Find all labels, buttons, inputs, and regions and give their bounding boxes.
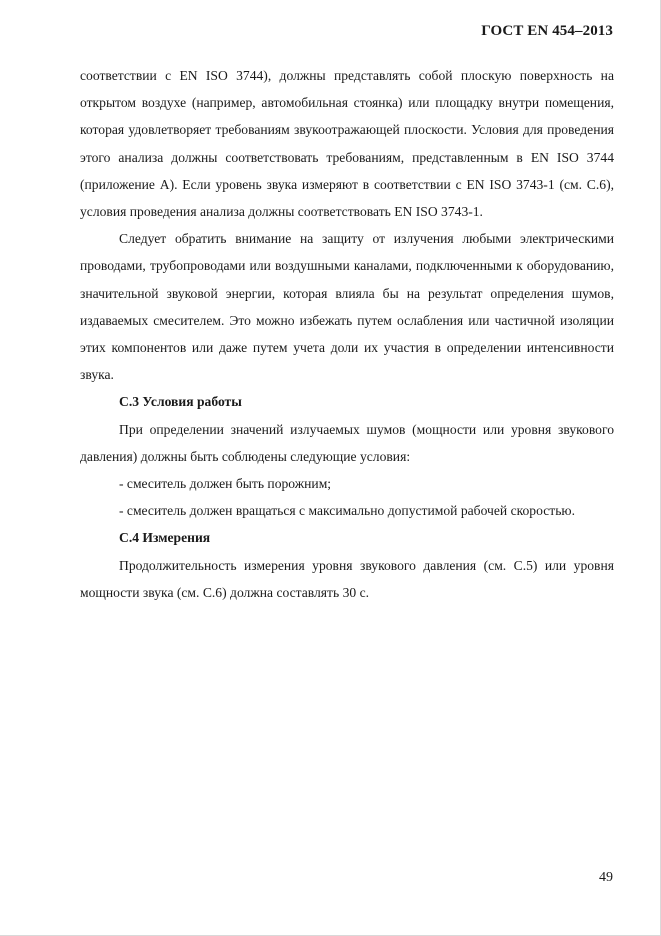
- document-body: [80, 62, 614, 606]
- section-heading-c3: C.3 Условия работы: [119, 394, 242, 410]
- paragraph-measurement-duration: Продолжительность измерения уровня звукового давления (см. C.5) или уровня мощности звука (см. C.6) должна составлять 30 с.: [80, 557, 614, 600]
- list-item-mixer-speed: - смеситель должен вращаться с максимально допустимой рабочей скоростью.: [119, 503, 575, 519]
- document-code-header: ГОСТ EN 454–2013: [481, 23, 613, 39]
- page-number: 49: [599, 870, 613, 885]
- section-heading-c4: C.4 Измерения: [119, 530, 211, 546]
- paragraph-operating-conditions: При определении значений излучаемых шумов (мощности или уровня звукового давления) должны быть соблюдены следующие условия:: [80, 421, 614, 464]
- paragraph-test-environment: соответствии с EN ISO 3744), должны представлять собой плоскую поверхность на открытом воздухе (например, автомобильная стоянка) или площадку внутри помещения, которая удовлетворяет требованиям звукоотражающей плоскости. Условия для проведения этого анализа должны соответствовать требованиям, представленным в EN ISO 3744 (приложение A). Если уровень звука измеряют в соответствии с EN ISO 3743-1 (см. C.6), условия проведения анализа должны соответствовать EN ISO 3743-1.: [80, 68, 614, 220]
- list-item-mixer-empty: - смеситель должен быть порожним;: [119, 476, 332, 492]
- paragraph-protection: Следует обратить внимание на защиту от излучения любыми электрическими проводами, трубопроводами или воздушными каналами, подключенными к оборудованию, значительной звуковой энергии, которая влияла бы на результат определения шумов, издаваемых смесителем. Это можно избежать путем ослабления или частичной изоляции этих компонентов или даже путем учета доли их участия в определении интенсивности звука.: [80, 231, 614, 383]
